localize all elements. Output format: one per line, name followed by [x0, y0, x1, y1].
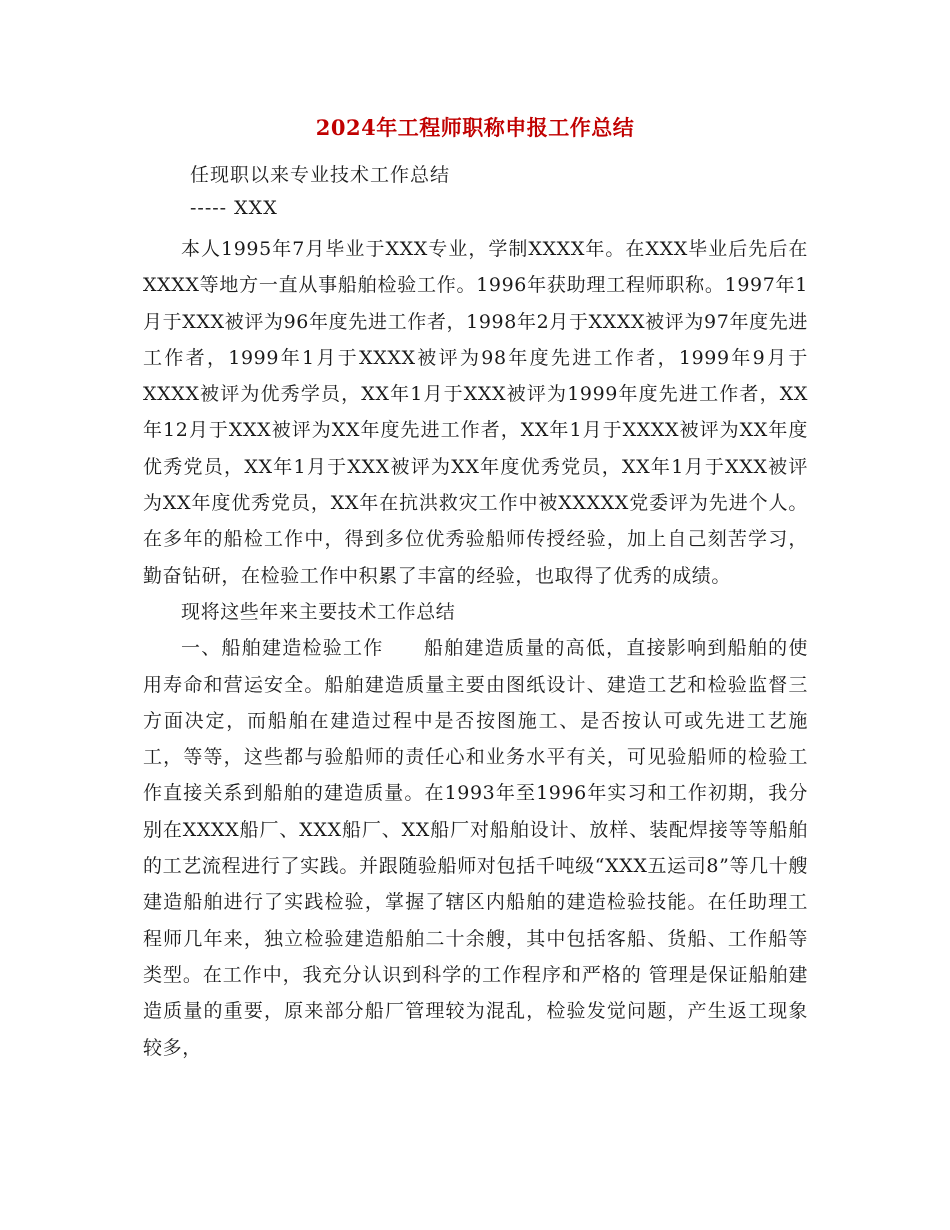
document-title: 2024年工程师职称申报工作总结	[315, 115, 635, 140]
document-subtitle: 任现职以来专业技术工作总结	[190, 164, 451, 186]
body-paragraph: 一、船舶建造检验工作 船舶建造质量的高低，直接影响到船舶的使用寿命和营运安全。船舶建造质量主要由图纸设计、建造工艺和检验监督三方面决定，而船舶在建造过程中是否按图施工、是否按认可或先进工艺施工，等等，这些都与验船师的责任心和业务水平有关，可见验船师的检验工作直接关系到船舶的建造质量。在1993年至1996年实习和工作初期，我分别在XXXX船厂、XXX船厂、XX船厂对船舶设计、放样、装配焊接等等船舶的工艺流程进行了实践。并跟随验船师对包括千吨级“XXX五运司8”等几十艘建造船舶进行了实践检验，掌握了辖区内船舶的建造检验技能。在任助理工程师几年来，独立检验建造船舶二十余艘，其中包括客船、货船、工作船等类型。在工作中，我充分认识到科学的工作程序和严格的 管理是保证船舶建造质量的重要，原来部分船厂管理较为混乱，检验发觉问题，产生返工现象较多，	[143, 637, 808, 1059]
document-author: ----- XXX	[190, 197, 278, 219]
document-body	[143, 231, 808, 1066]
body-paragraph: 本人1995年7月毕业于XXX专业，学制XXXX年。在XXX毕业后先后在XXXX等地方一直从事船舶检验工作。1996年获助理工程师职称。1997年1月于XXX被评为96年度先进工作者，1998年2月于XXXX被评为97年度先进工作者，1999年1月于XXXX被评为98年度先进工作者，1999年9月于XXXX被评为优秀学员，XX年1月于XXX被评为1999年度先进工作者，XX年12月于XXX被评为XX年度先进工作者，XX年1月于XXXX被评为XX年度优秀党员，XX年1月于XXX被评为XX年度优秀党员，XX年1月于XXX被评为XX年度优秀党员，XX年在抗洪救灾工作中被XXXXX党委评为先进个人。在多年的船检工作中，得到多位优秀验船师传授经验，加上自己刻苦学习，勤奋钻研，在检验工作中积累了丰富的经验，也取得了优秀的成绩。	[143, 238, 808, 587]
body-paragraph: 现将这些年来主要技术工作总结	[181, 600, 456, 623]
